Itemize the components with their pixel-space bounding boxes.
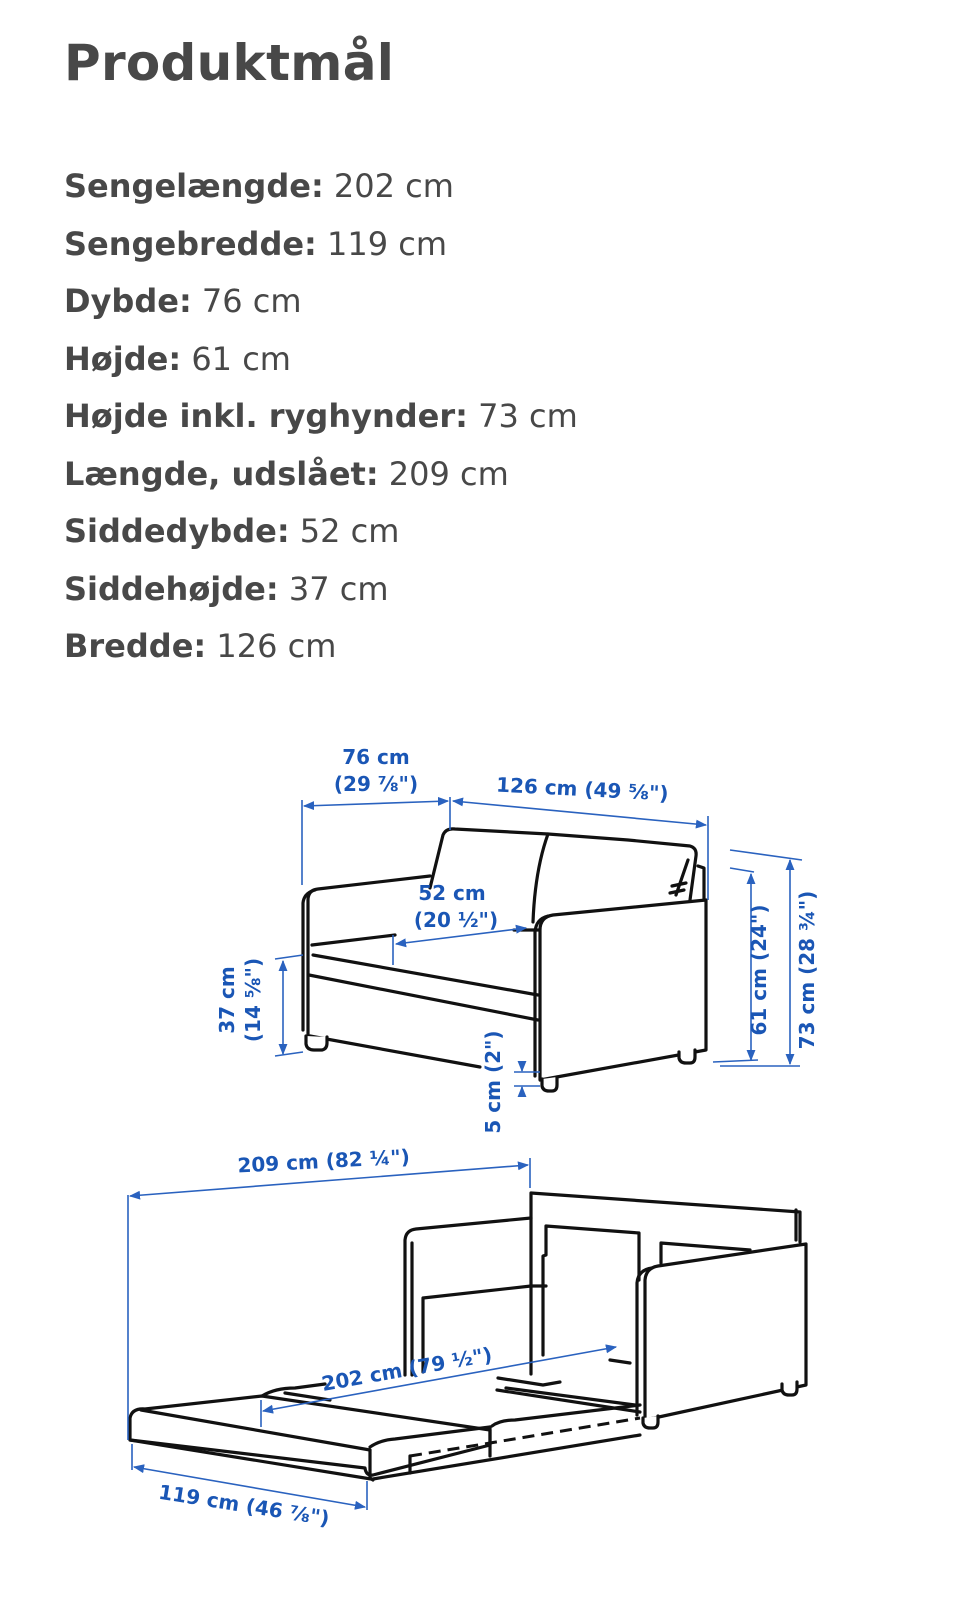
spec-label: Dybde: [64,282,192,320]
spec-length-extended [64,446,578,504]
spec-value: 52 cm [299,512,400,550]
sofa-bed-extended-drawing [130,1193,806,1480]
spec-value: 126 cm [216,627,337,665]
label-depth-in: (29 ⅞") [333,772,419,796]
label-seat-height-in: (14 ⅝") [241,957,265,1043]
spec-bed-length [64,158,578,216]
label-seat-depth-cm: 52 cm [418,881,486,905]
spec-value: 202 cm [333,167,454,205]
spec-value: 209 cm [388,454,509,493]
page-title: Produktmål [64,34,395,92]
label-seat-height-cm: 37 cm [215,966,239,1034]
spec-seat-depth [64,503,578,561]
spec-label: Sengebredde: [64,224,317,263]
spec-height-with-cushions [64,388,578,446]
label-leg-height: 5 cm (2") [481,1030,505,1134]
label-width: 126 cm (49 ⅝") [495,772,670,806]
spec-value: 73 cm [478,397,578,435]
spec-value: 61 cm [191,339,291,378]
label-height: 61 cm (24") [747,904,771,1036]
spec-bed-width [64,216,578,274]
spec-depth [64,273,578,331]
spec-height [64,331,578,389]
spec-value: 119 cm [327,224,448,263]
spec-label: Længde, udslået: [64,454,379,493]
label-depth-cm: 76 cm [342,745,410,769]
spec-seat-height [64,561,578,619]
dimension-spec-list [64,158,578,676]
sofa-bed-illustration [64,720,884,1560]
label-length-extended: 209 cm (82 ¼") [236,1144,411,1178]
spec-label: Sengelængde: [64,167,324,205]
spec-label: Højde: [64,339,182,378]
spec-value: 76 cm [201,282,302,320]
spec-value: 37 cm [288,569,389,608]
dimension-diagram [64,720,884,1560]
spec-label: Højde inkl. ryghynder: [64,397,468,435]
spec-width [64,618,578,676]
spec-label: Siddedybde: [64,512,290,550]
label-bed-width: 119 cm (46 ⅞") [156,1479,332,1531]
label-height-with-cushions: 73 cm (28 ¾") [795,890,819,1050]
label-seat-depth-in: (20 ½") [413,908,499,932]
label-bed-length: 202 cm (79 ½") [319,1342,494,1396]
spec-label: Siddehøjde: [64,569,279,608]
spec-label: Bredde: [64,627,207,665]
